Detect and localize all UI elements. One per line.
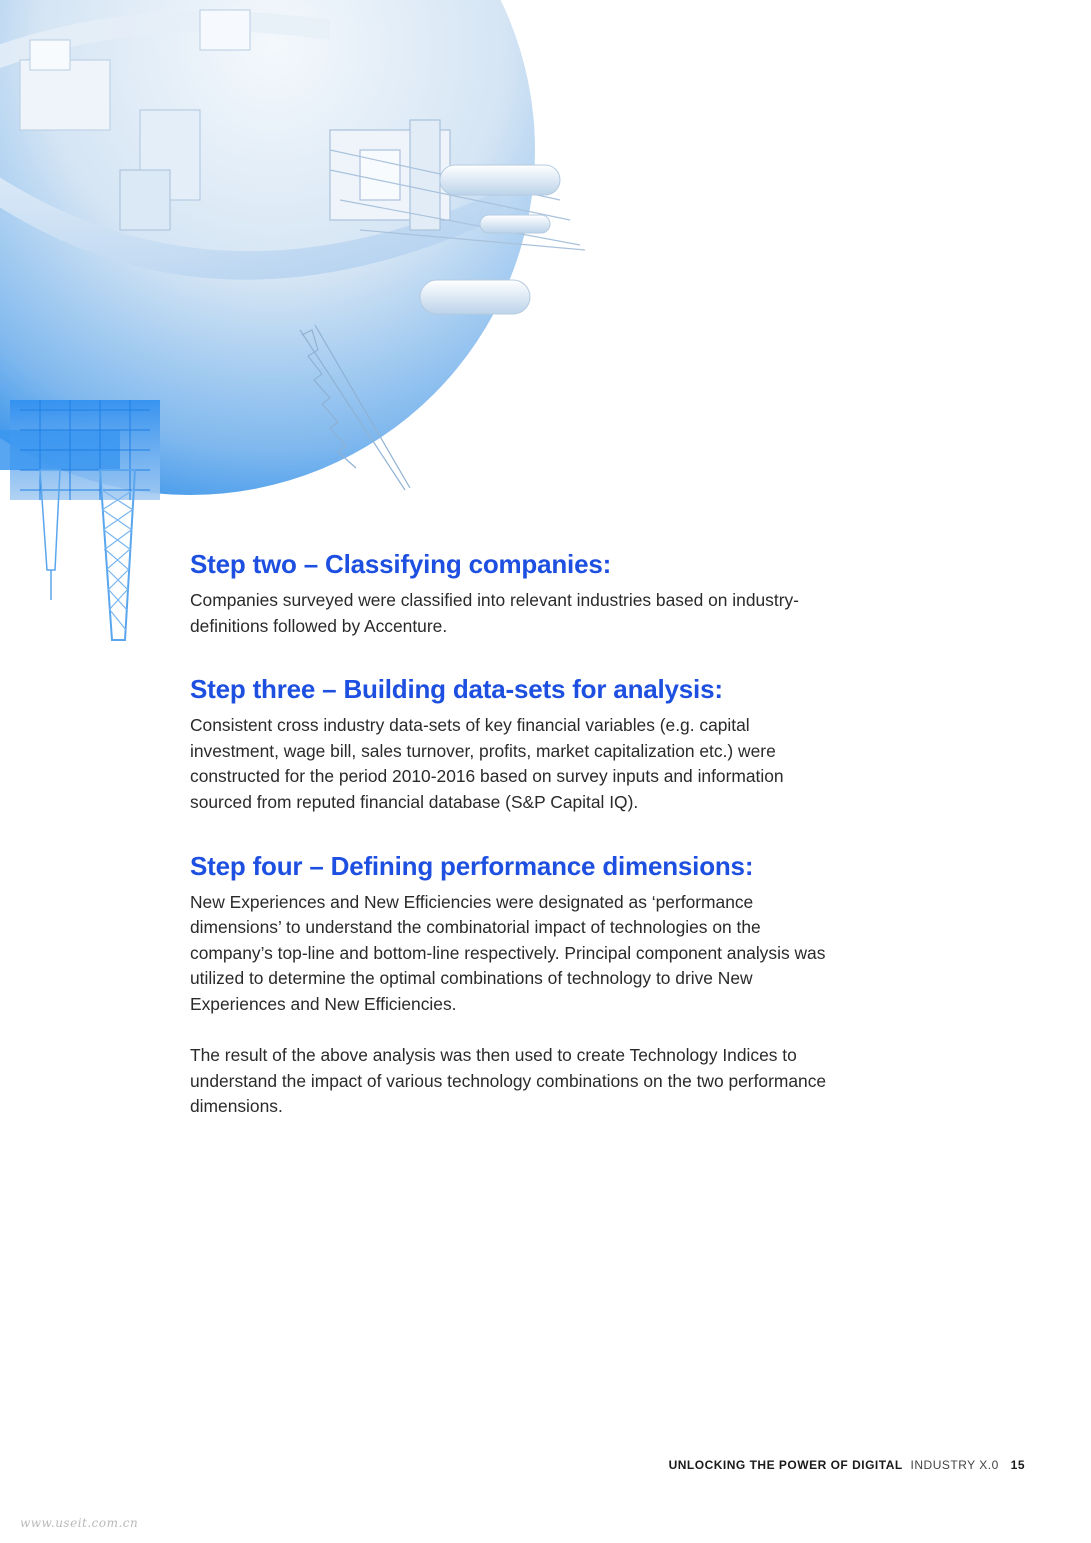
section-heading: Step three – Building data-sets for analysis:: [190, 674, 723, 705]
footer-subtitle: INDUSTRY X.0: [910, 1458, 999, 1472]
section-heading: Step four – Defining performance dimensions:: [190, 850, 754, 881]
section-step-three: [190, 673, 830, 815]
main-content: [190, 548, 830, 1154]
footer-title: UNLOCKING THE POWER OF DIGITAL: [668, 1458, 903, 1472]
section-paragraph: The result of the above analysis was then used to create Technology Indices to understand the impact of various technology combinations on the two performance dimensions.: [190, 1045, 827, 1117]
section-heading: Step two – Classifying companies:: [190, 549, 612, 579]
watermark: www.useit.com.cn: [20, 1516, 139, 1530]
page-number: 15: [1010, 1458, 1025, 1472]
section-paragraph: New Experiences and New Efficiencies were designated as ‘performance dimensions’ to understand the combinatorial impact of technologies on the company’s top-line and bottom-line respectively. Principal component analysis was utilized to determine the optimal combinations of technology to drive New Experiences and New Efficiencies.: [190, 891, 826, 1014]
section-paragraph: Companies surveyed were classified into relevant industries based on industry-definitions followed by Accenture.: [190, 590, 799, 636]
section-paragraph: Consistent cross industry data-sets of key financial variables (e.g. capital investment, wage bill, sales turnover, profits, market capitalization etc.) were constructed for the period 2010-2016 based on survey inputs and information sourced from reputed financial database (S&P Capital IQ).: [190, 715, 784, 812]
page-footer: [669, 1458, 1025, 1472]
section-step-two: [190, 548, 830, 639]
section-step-four: [190, 850, 830, 1120]
